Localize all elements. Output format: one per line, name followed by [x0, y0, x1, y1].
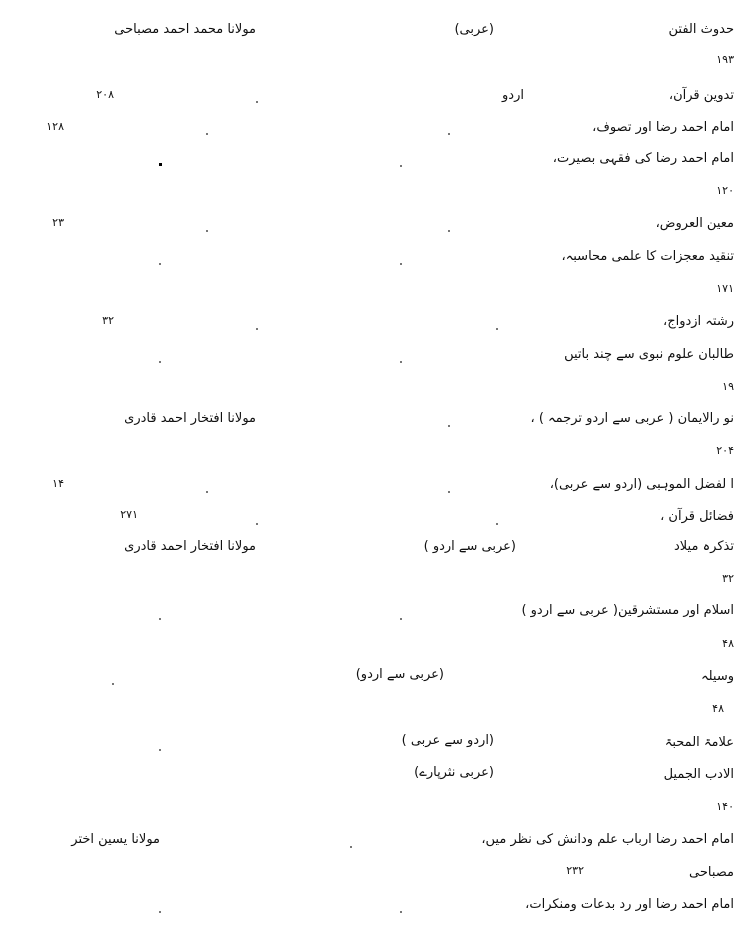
entry-title: امام احمد رضا ارباب علم ودانش کی نظر میں،: [481, 832, 734, 847]
entry-page-number: ۱۴۰: [716, 800, 734, 813]
entry-title: تنقید معجزات کا علمی محاسبہ،: [561, 249, 734, 264]
dot-mark: [112, 683, 114, 685]
dot-mark: [159, 361, 161, 363]
entry-title: ا لفضل الموہبی (اردو سے عربی)،: [549, 477, 734, 492]
dot-mark: [448, 425, 450, 427]
dot-mark: [400, 618, 402, 620]
entry-title: وسیلہ: [700, 669, 734, 684]
dot-mark: [159, 618, 161, 620]
entry-title: فضائل قرآن ،: [660, 509, 734, 524]
dot-mark: [256, 523, 258, 525]
dot-mark: [206, 133, 208, 135]
entry-author: مولانا افتخار احمد قادری: [124, 539, 256, 554]
entry-title: طالبان علوم نبوی سے چند باتیں: [564, 347, 734, 362]
dot-mark: [206, 491, 208, 493]
entry-page-number: ۱۹۳: [716, 53, 734, 66]
dot-mark: [496, 523, 498, 525]
entry-page-number: ۲۷۱: [120, 508, 138, 521]
entry-page-number: ۲۰۴: [716, 444, 734, 457]
entry-page-number: ۴۸: [722, 637, 734, 650]
dot-mark: [448, 133, 450, 135]
entry-title: نو رالایمان ( عربی سے اردو ترجمہ ) ،: [530, 411, 734, 426]
dot-mark: [400, 263, 402, 265]
entry-title: معین العروض،: [655, 216, 734, 231]
dot-mark: [448, 230, 450, 232]
entry-title: امام احمد رضا اور تصوف،: [592, 120, 734, 135]
dot-mark: [448, 491, 450, 493]
entry-author: مولانا یسین اختر: [71, 832, 160, 847]
entry-title: امام احمد رضا اور رد بدعات ومنکرات،: [525, 897, 734, 912]
entry-page-number: ۱۷۱: [716, 282, 734, 295]
dot-mark: [159, 749, 161, 751]
entry-language: اردو: [502, 88, 524, 103]
entry-title: علامۃ المحبۃ: [664, 735, 734, 750]
dot-mark: [159, 911, 161, 913]
entry-title: مصباحی: [689, 865, 734, 880]
dot-mark: [256, 328, 258, 330]
entry-page-number: ۱۴: [52, 477, 64, 490]
dot-mark: [159, 163, 162, 166]
entry-title: حدوث الفتن: [668, 22, 734, 37]
entry-author: مولانا افتخار احمد قادری: [124, 411, 256, 426]
dot-mark: [256, 101, 258, 103]
entry-language: (اردو سے عربی ): [401, 733, 494, 748]
entry-language: (عربی سے اردو ): [423, 539, 516, 554]
entry-title: رشتہ ازدواج،: [663, 314, 734, 329]
entry-title: امام احمد رضا کی فقہی بصیرت،: [552, 151, 734, 166]
entry-page-number: ۳۲: [102, 314, 114, 327]
entry-title: الادب الجمیل: [663, 767, 734, 782]
entry-page-number: ۱۹: [722, 380, 734, 393]
entry-page-number: ۲۰۸: [96, 88, 114, 101]
entry-page-number: ۴۸: [712, 702, 724, 715]
entry-title: تذکرہ میلاد: [674, 539, 734, 554]
entry-page-number: ۳۲: [722, 572, 734, 585]
dot-mark: [400, 911, 402, 913]
entry-page-number: ۱۲۸: [46, 120, 64, 133]
entry-title: تدوین قرآن،: [668, 88, 734, 103]
dot-mark: [496, 328, 498, 330]
entry-title: اسلام اور مستشرقین( عربی سے اردو ): [521, 603, 734, 618]
dot-mark: [206, 230, 208, 232]
dot-mark: [159, 263, 161, 265]
entry-language: (عربی): [454, 22, 494, 37]
dot-mark: [350, 846, 352, 848]
dot-mark: [400, 361, 402, 363]
entry-page-number: ۱۲۰: [716, 184, 734, 197]
dot-mark: [400, 165, 402, 167]
entry-author: مولانا محمد احمد مصباحی: [114, 22, 256, 37]
entry-page-number: ۲۳۲: [566, 864, 584, 877]
entry-language: (عربی سے اردو): [355, 667, 444, 682]
entry-page-number: ۲۳: [52, 216, 64, 229]
entry-language: (عربی نثرپارے): [414, 765, 494, 780]
